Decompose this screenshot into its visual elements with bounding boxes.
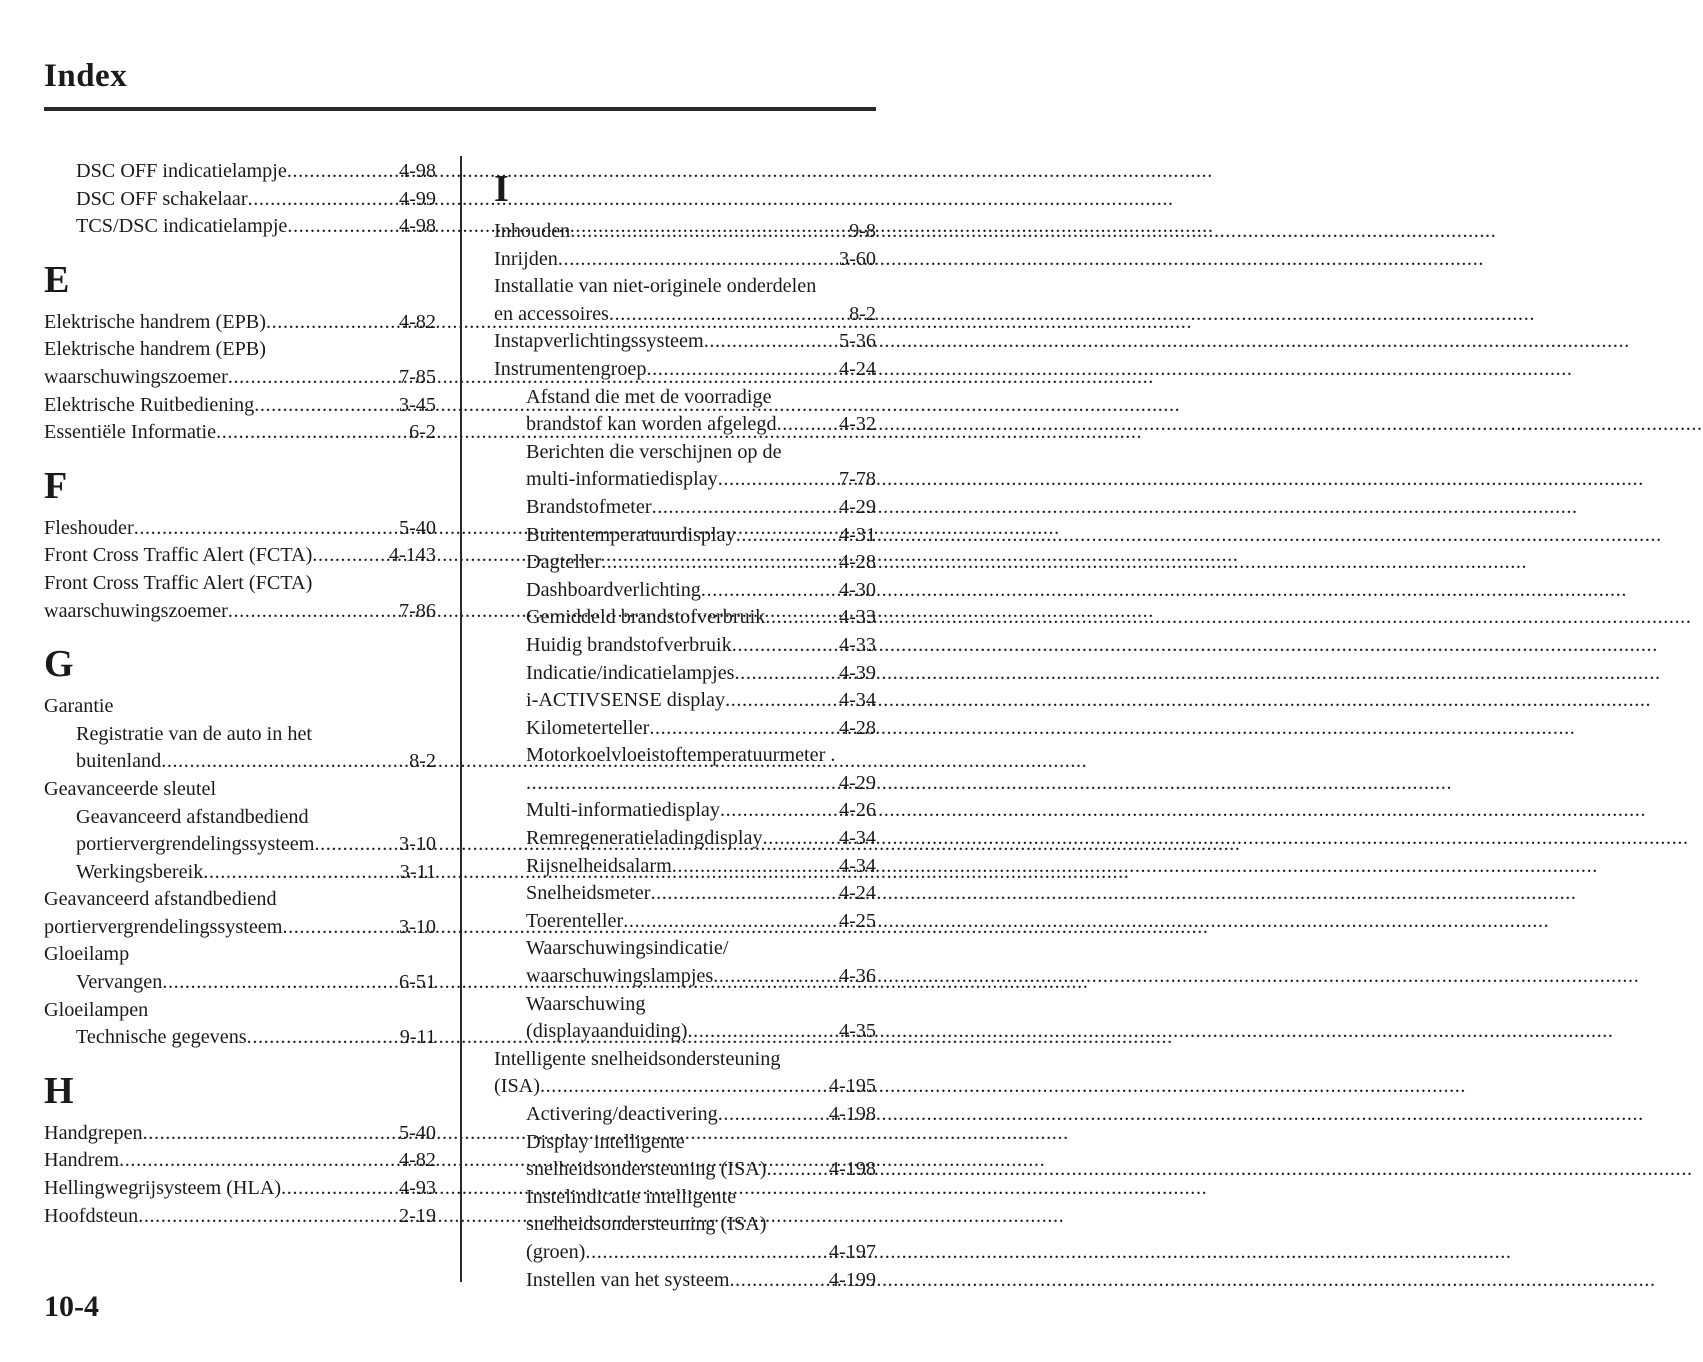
index-entry-label: Activering/deactivering	[526, 1103, 718, 1125]
index-entry-page: 4-99	[398, 187, 436, 210]
index-entry	[494, 218, 876, 246]
leader-dots	[623, 908, 838, 936]
leader-dots	[777, 411, 838, 439]
index-entry	[494, 715, 876, 743]
leader-dots	[718, 1101, 828, 1129]
index-entry	[44, 364, 436, 392]
index-entry-page: 4-36	[838, 965, 876, 988]
index-entry-page: 9-11	[399, 1026, 436, 1049]
index-entry-label: Multi-informatiedisplay	[526, 799, 720, 822]
index-entry-page: 4-28	[838, 716, 876, 739]
section-letter-g: G	[44, 643, 74, 686]
index-section-f	[44, 515, 436, 625]
index-entry-page: 4-33	[838, 606, 876, 629]
index-entry-label: Toerenteller	[526, 909, 624, 932]
index-entry	[494, 797, 876, 825]
index-entry-page: 7-78	[838, 468, 876, 491]
index-entry	[44, 542, 436, 570]
index-text-line: Motorkoelvloeistoftemperatuurmeter .	[526, 744, 836, 767]
leader-dots	[161, 748, 408, 776]
index-entry	[44, 186, 436, 214]
leader-dots	[713, 963, 838, 991]
leader-dots	[558, 246, 838, 274]
index-entry	[494, 1073, 876, 1101]
index-entry-page: 6-2	[409, 421, 436, 444]
leader-dots	[763, 825, 838, 853]
index-text-line: Geavanceerd afstandbediend	[44, 888, 277, 911]
index-entry-page: 4-34	[838, 689, 876, 712]
index-entry-page: 6-51	[398, 971, 436, 994]
index-entry-label: en accessoires	[494, 302, 609, 325]
index-entry-page: 4-93	[398, 1177, 436, 1200]
index-entry-label: Indicatie/indicatielampjes	[526, 661, 735, 684]
index-entry-label: Snelheidsmeter	[526, 882, 651, 905]
index-entry-page: 4-198	[828, 1103, 876, 1125]
index-entry-label: snelheidsondersteuning (ISA)	[526, 1158, 767, 1181]
leader-dots	[765, 604, 838, 632]
leader-dots	[736, 522, 838, 550]
index-entry	[494, 577, 876, 605]
index-text-line: Instelindicatie intelligente	[526, 1185, 737, 1208]
index-entry-label: DSC OFF schakelaar	[76, 187, 248, 210]
index-entry-label: waarschuwingszoemer	[44, 599, 228, 622]
page-header-title: Index	[44, 58, 128, 94]
index-entry-page: 7-85	[398, 365, 436, 388]
index-entry-page: 4-33	[838, 633, 876, 656]
index-entry-label: Vervangen	[76, 971, 163, 994]
index-entry	[44, 598, 436, 626]
index-entry	[44, 515, 436, 543]
index-section-g	[44, 693, 436, 1052]
index-entry-label: Elektrische Ruitbediening	[44, 393, 255, 416]
leader-dots	[228, 364, 398, 392]
index-entry-label: Gemiddeld brandstofverbruik	[526, 606, 766, 629]
index-entry-label: Instrumentengroep	[494, 357, 647, 380]
index-text-line: Gloeilamp	[44, 943, 130, 966]
index-entry-label: Handrem	[44, 1149, 120, 1172]
index-text-line: Waarschuwingsindicatie/	[526, 937, 729, 960]
index-entry-page: 4-82	[398, 1149, 436, 1172]
index-entry	[44, 831, 436, 859]
leader-dots	[672, 853, 838, 881]
index-entry	[494, 301, 876, 329]
leader-dots	[730, 1267, 828, 1295]
index-entry	[494, 908, 876, 936]
index-entry	[494, 246, 876, 274]
index-entry-label: Essentiële Informatie	[44, 421, 217, 444]
index-entry-label: Rijsnelheidsalarm	[526, 854, 672, 877]
index-entry-label: Dashboardverlichting	[526, 578, 701, 601]
index-entry-label: (groen)	[526, 1240, 586, 1263]
index-text-line: Elektrische handrem (EPB)	[44, 338, 266, 361]
index-text-line: Geavanceerd afstandbediend	[76, 805, 309, 828]
index-entry-page: 5-40	[398, 1121, 436, 1144]
leader-dots	[287, 213, 398, 241]
index-entry-label: Hellingwegrijsysteem (HLA)	[44, 1177, 282, 1200]
index-entry-page: 4-29	[838, 771, 876, 794]
index-entry-page: 4-26	[838, 799, 876, 822]
index-entry-page: 3-10	[398, 833, 436, 856]
header-rule	[44, 107, 876, 111]
index-entry-label: brandstof kan worden afgelegd	[526, 413, 777, 436]
index-entry-label: multi-informatiedisplay	[526, 468, 718, 491]
index-entry-page: 7-86	[398, 599, 436, 622]
leader-dots	[282, 914, 398, 942]
index-text-line: Intelligente snelheidsondersteuning	[494, 1047, 781, 1070]
index-entry-label: Inrijden	[494, 247, 558, 270]
leader-dots	[266, 309, 398, 337]
index-entry-label: Elektrische handrem (EPB)	[44, 310, 266, 333]
index-entry-label: Kilometerteller	[526, 716, 650, 739]
index-entry-label: i-ACTIVSENSE display	[526, 689, 726, 712]
index-entry	[494, 687, 876, 715]
index-text-line: Registratie van de auto in het	[76, 722, 313, 745]
leader-dots	[526, 770, 838, 798]
section-letter-e: E	[44, 258, 70, 301]
index-entry	[494, 1018, 876, 1046]
index-entry-page: 5-40	[398, 516, 436, 539]
index-entry	[44, 748, 436, 776]
index-entry	[494, 549, 876, 577]
index-entry-page: 4-198	[828, 1158, 876, 1181]
index-entry-page: 4-35	[838, 1020, 876, 1043]
index-entry	[494, 411, 876, 439]
index-text-line: Afstand die met de voorradige	[526, 385, 772, 408]
index-entry-page: 4-82	[398, 310, 436, 333]
index-entry	[494, 328, 876, 356]
index-entry-label: portiervergrendelingssysteem	[76, 833, 315, 856]
index-entry	[44, 309, 436, 337]
leader-dots	[216, 419, 408, 447]
index-entry-label: TCS/DSC indicatielampje	[76, 215, 288, 238]
index-entry-page: 4-98	[398, 215, 436, 238]
index-entry-page: 4-32	[838, 413, 876, 436]
index-entry-label: portiervergrendelingssysteem	[44, 915, 283, 938]
index-entry	[494, 1101, 876, 1129]
index-entry-page: 2-19	[398, 1204, 436, 1227]
index-entry	[494, 1267, 876, 1295]
leader-dots	[650, 880, 838, 908]
index-entry	[44, 914, 436, 942]
index-entry-page: 4-195	[828, 1075, 876, 1098]
index-entry-label: buitenland	[76, 750, 162, 773]
index-entry-label: Hoofdsteun	[44, 1204, 139, 1227]
leader-dots	[720, 797, 838, 825]
index-entry-page: 3-11	[399, 860, 436, 883]
index-entry-label: Technische gegevens	[76, 1026, 247, 1049]
leader-dots	[287, 158, 398, 186]
index-entry-label: (displayaanduiding)	[526, 1020, 688, 1043]
index-entry-page: 5-36	[838, 330, 876, 353]
index-entry-page: 4-24	[838, 882, 876, 905]
index-entry	[494, 660, 876, 688]
index-text-line: snelheidsondersteuning (ISA)	[526, 1213, 767, 1236]
index-entry	[494, 632, 876, 660]
index-text-line: Front Cross Traffic Alert (FCTA)	[44, 571, 313, 594]
leader-dots	[254, 392, 398, 420]
leader-dots	[203, 859, 398, 887]
section-letter-i: I	[494, 168, 509, 210]
index-entry-page: 8-2	[849, 302, 876, 325]
leader-dots	[646, 356, 838, 384]
index-entry	[44, 1175, 436, 1203]
index-entry-page: 4-199	[828, 1268, 876, 1291]
index-entry-page: 9-8	[849, 220, 876, 242]
index-entry-page: 4-34	[838, 827, 876, 850]
leader-dots	[718, 466, 838, 494]
index-entry-page: 4-24	[838, 357, 876, 380]
leader-dots	[119, 1147, 398, 1175]
section-letter-h: H	[44, 1069, 74, 1112]
index-entry-label: Huidig brandstofverbruik	[526, 633, 732, 656]
leader-dots	[281, 1175, 398, 1203]
index-entry-page: 3-10	[398, 915, 436, 938]
index-column-left	[44, 158, 436, 1230]
leader-dots	[247, 1024, 399, 1052]
index-entry	[494, 880, 876, 908]
index-entry	[494, 494, 876, 522]
leader-dots	[704, 328, 838, 356]
leader-dots	[570, 218, 848, 246]
index-entry	[44, 1147, 436, 1175]
index-entry-page: 8-2	[409, 750, 436, 773]
index-text-line: Installatie van niet-originele onderdelen	[494, 275, 817, 298]
index-entry	[494, 356, 876, 384]
index-entry	[44, 1203, 436, 1231]
index-entry-label: (ISA)	[494, 1075, 540, 1098]
index-column-right	[494, 162, 876, 1294]
index-section-e	[44, 309, 436, 447]
leader-dots	[601, 549, 838, 577]
index-entry	[44, 1120, 436, 1148]
index-entry	[44, 158, 436, 186]
index-entry-label: Inhouden	[494, 220, 571, 242]
leader-dots	[312, 542, 388, 570]
index-entry	[494, 770, 876, 798]
index-entry-page: 4-98	[398, 160, 436, 182]
index-entry-label: Front Cross Traffic Alert (FCTA)	[44, 544, 313, 567]
leader-dots	[314, 831, 398, 859]
leader-dots	[725, 687, 838, 715]
leader-dots	[134, 515, 398, 543]
index-entry	[494, 963, 876, 991]
leader-dots	[540, 1073, 828, 1101]
index-entry-page: 3-60	[838, 247, 876, 270]
index-section-i	[494, 218, 876, 1294]
index-entry	[494, 466, 876, 494]
index-entry-label: Remregeneratieladingdisplay	[526, 827, 763, 850]
index-entry-page: 4-143	[388, 544, 436, 567]
leader-dots	[228, 598, 398, 626]
index-entry	[44, 969, 436, 997]
index-entry-page: 4-30	[838, 578, 876, 601]
index-entry	[44, 392, 436, 420]
leader-dots	[585, 1239, 827, 1267]
index-entry	[494, 1239, 876, 1267]
index-entry-page: 4-34	[838, 854, 876, 877]
index-entry-page: 4-25	[838, 909, 876, 932]
index-entry-label: Brandstofmeter	[526, 495, 652, 518]
index-entry-page: 4-29	[838, 495, 876, 518]
leader-dots	[162, 969, 398, 997]
index-entry	[494, 1156, 876, 1184]
index-text-line: Garantie	[44, 695, 114, 718]
index-entry-label: DSC OFF indicatielampje	[76, 160, 287, 182]
leader-dots	[143, 1120, 398, 1148]
index-entry	[494, 825, 876, 853]
index-text-line: Berichten die verschijnen op de	[526, 440, 782, 463]
leader-dots	[649, 715, 838, 743]
leader-dots	[732, 632, 838, 660]
leader-dots	[652, 494, 838, 522]
index-section-h	[44, 1120, 436, 1230]
index-entry-label: Instapverlichtingssysteem	[494, 330, 704, 353]
index-entry-label: Dagteller	[526, 551, 602, 574]
index-entry-page: 4-28	[838, 551, 876, 574]
index-entry-label: Fleshouder	[44, 516, 134, 539]
index-entry-label: Instellen van het systeem	[526, 1268, 730, 1291]
index-entry-label: waarschuwingszoemer	[44, 365, 228, 388]
leader-dots	[609, 301, 848, 329]
index-text-line: Display intelligente	[526, 1130, 685, 1153]
leader-dots	[735, 660, 838, 688]
index-entry-page: 3-45	[398, 393, 436, 416]
index-entry-label: Handgrepen	[44, 1121, 143, 1144]
index-entry	[44, 1024, 436, 1052]
section-letter-f: F	[44, 464, 68, 507]
index-entry	[494, 604, 876, 632]
leader-dots	[138, 1203, 398, 1231]
index-text-line: Waarschuwing	[526, 992, 646, 1015]
leader-dots	[767, 1156, 828, 1184]
page-number: 10-4	[44, 1290, 99, 1323]
index-block-top	[44, 158, 436, 241]
leader-dots	[687, 1018, 838, 1046]
column-divider	[460, 156, 462, 1282]
index-entry-label: Buitentemperatuurdisplay	[526, 523, 736, 546]
index-entry-page: 4-31	[838, 523, 876, 546]
index-entry-label: Werkingsbereik	[76, 860, 204, 883]
index-entry-page: 4-197	[828, 1240, 876, 1263]
index-entry	[44, 859, 436, 887]
index-entry	[44, 213, 436, 241]
index-entry	[44, 419, 436, 447]
leader-dots	[248, 186, 398, 214]
index-text-line: Geavanceerde sleutel	[44, 777, 217, 800]
index-entry-page: 4-39	[838, 661, 876, 684]
index-entry-label: waarschuwingslampjes	[526, 965, 714, 988]
index-text-line: Gloeilampen	[44, 998, 149, 1021]
index-entry	[494, 853, 876, 881]
index-entry	[494, 522, 876, 550]
leader-dots	[701, 577, 838, 605]
